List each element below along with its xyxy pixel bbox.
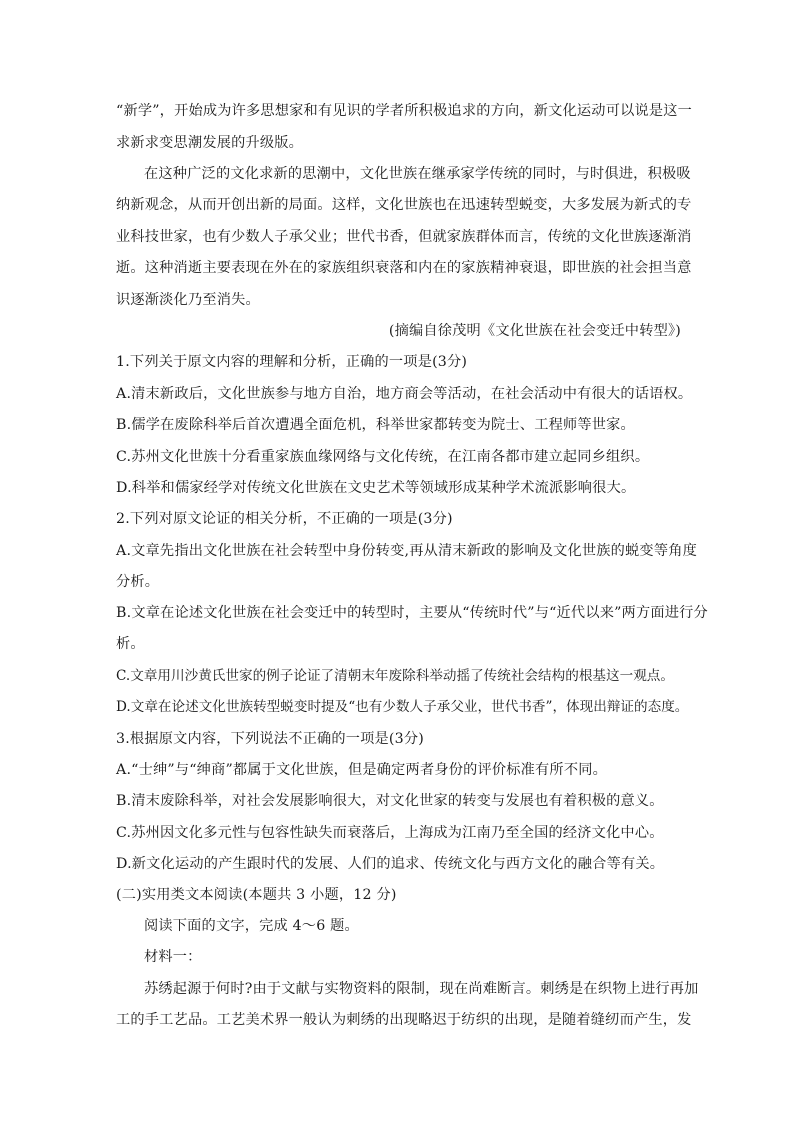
passage-line: 业科技世家，也有少数人子承父业；世代书香，但就家族群体而言，传统的文化世族逐渐消 <box>116 229 692 245</box>
question-2-option-b-cont: 析。 <box>116 636 145 652</box>
section-instruction: 阅读下面的文字，完成 4～6 题。 <box>144 918 359 934</box>
question-2-option-c: C.文章用川沙黄氏世家的例子论证了清朝末年废除科举动摇了传统社会结构的根基这一观点。 <box>116 668 674 684</box>
question-1-stem: 1.下列关于原文内容的理解和分析，正确的一项是(3分) <box>116 354 468 370</box>
question-1-option-b: B.儒学在废除科举后首次遭遇全面危机，科举世家都转变为院士、工程师等世家。 <box>116 417 635 433</box>
passage-line: 在这种广泛的文化求新的思潮中，文化世族在继承家学传统的同时，与时俱进，积极吸 <box>144 166 691 182</box>
question-1-option-c: C.苏州文化世族十分看重家族血缘网络与文化传统，在江南各都市建立起同乡组织。 <box>116 449 650 465</box>
passage-line: 逝。这种消逝主要表现在外在的家族组织衰落和内在的家族精神衰退，即世族的社会担当意 <box>116 260 692 276</box>
question-1-option-d: D.科举和儒家经学对传统文化世族在文史艺术等领域形成某种学术流派影响很大。 <box>116 480 636 496</box>
passage-source: (摘编自徐茂明《文化世族在社会变迁中转型》) <box>388 323 681 339</box>
question-3-option-b: B.清末废除科举，对社会发展影响很大，对文化世家的转变与发展也有着积极的意义。 <box>116 793 664 809</box>
passage-line: 识逐渐淡化乃至消失。 <box>116 292 260 308</box>
question-3-option-d: D.新文化运动的产生跟时代的发展、人们的追求、传统文化与西方文化的融合等有关。 <box>116 856 665 872</box>
material-line: 工的手工艺品。工艺美术界一般认为刺绣的出现略迟于纺织的出现，是随着缝纫而产生，发 <box>116 1012 692 1028</box>
section-heading: (二)实用类文本阅读(本题共 3 小题，12 分) <box>116 887 397 903</box>
question-3-option-c: C.苏州因文化多元性与包容性缺失而衰落后，上海成为江南乃至全国的经济文化中心。 <box>116 825 664 841</box>
material-label: 材料一： <box>144 949 202 965</box>
material-line: 苏绣起源于何时?由于文献与实物资料的限制，现在尚难断言。刺绣是在织物上进行再加 <box>144 981 699 997</box>
question-2-option-d: D.文章在论述文化世族转型蜕变时提及“也有少数人子承父业，世代书香”，体现出辩证的态度。 <box>116 699 689 715</box>
question-2-option-a: A.文章先指出文化世族在社会转型中身份转变,再从清末新政的影响及文化世族的蜕变等角度 <box>116 543 697 559</box>
question-2-option-b: B.文章在论述文化世族在社会变迁中的转型时，主要从“传统时代”与“近代以来”两方面进行分 <box>116 605 708 621</box>
passage-line: 求新求变思潮发展的升级版。 <box>116 135 304 151</box>
question-3-stem: 3.根据原文内容，下列说法不正确的一项是(3分) <box>116 731 424 747</box>
passage-line: 纳新观念，从而开创出新的局面。这样，文化世族也在迅速转型蜕变，大多发展为新式的专 <box>116 197 692 213</box>
passage-line: “新学”，开始成为许多思想家和有见识的学者所积极追求的方向，新文化运动可以说是这一 <box>116 103 693 119</box>
question-2-stem: 2.下列对原文论证的相关分析，不正确的一项是(3分) <box>116 511 453 527</box>
question-2-option-a-cont: 分析。 <box>116 574 160 590</box>
question-1-option-a: A.清末新政后，文化世族参与地方自治，地方商会等活动，在社会活动中有很大的话语权。 <box>116 386 693 402</box>
question-3-option-a: A.“士绅”与“绅商”都属于文化世族，但是确定两者身份的评价标准有所不同。 <box>116 762 607 778</box>
